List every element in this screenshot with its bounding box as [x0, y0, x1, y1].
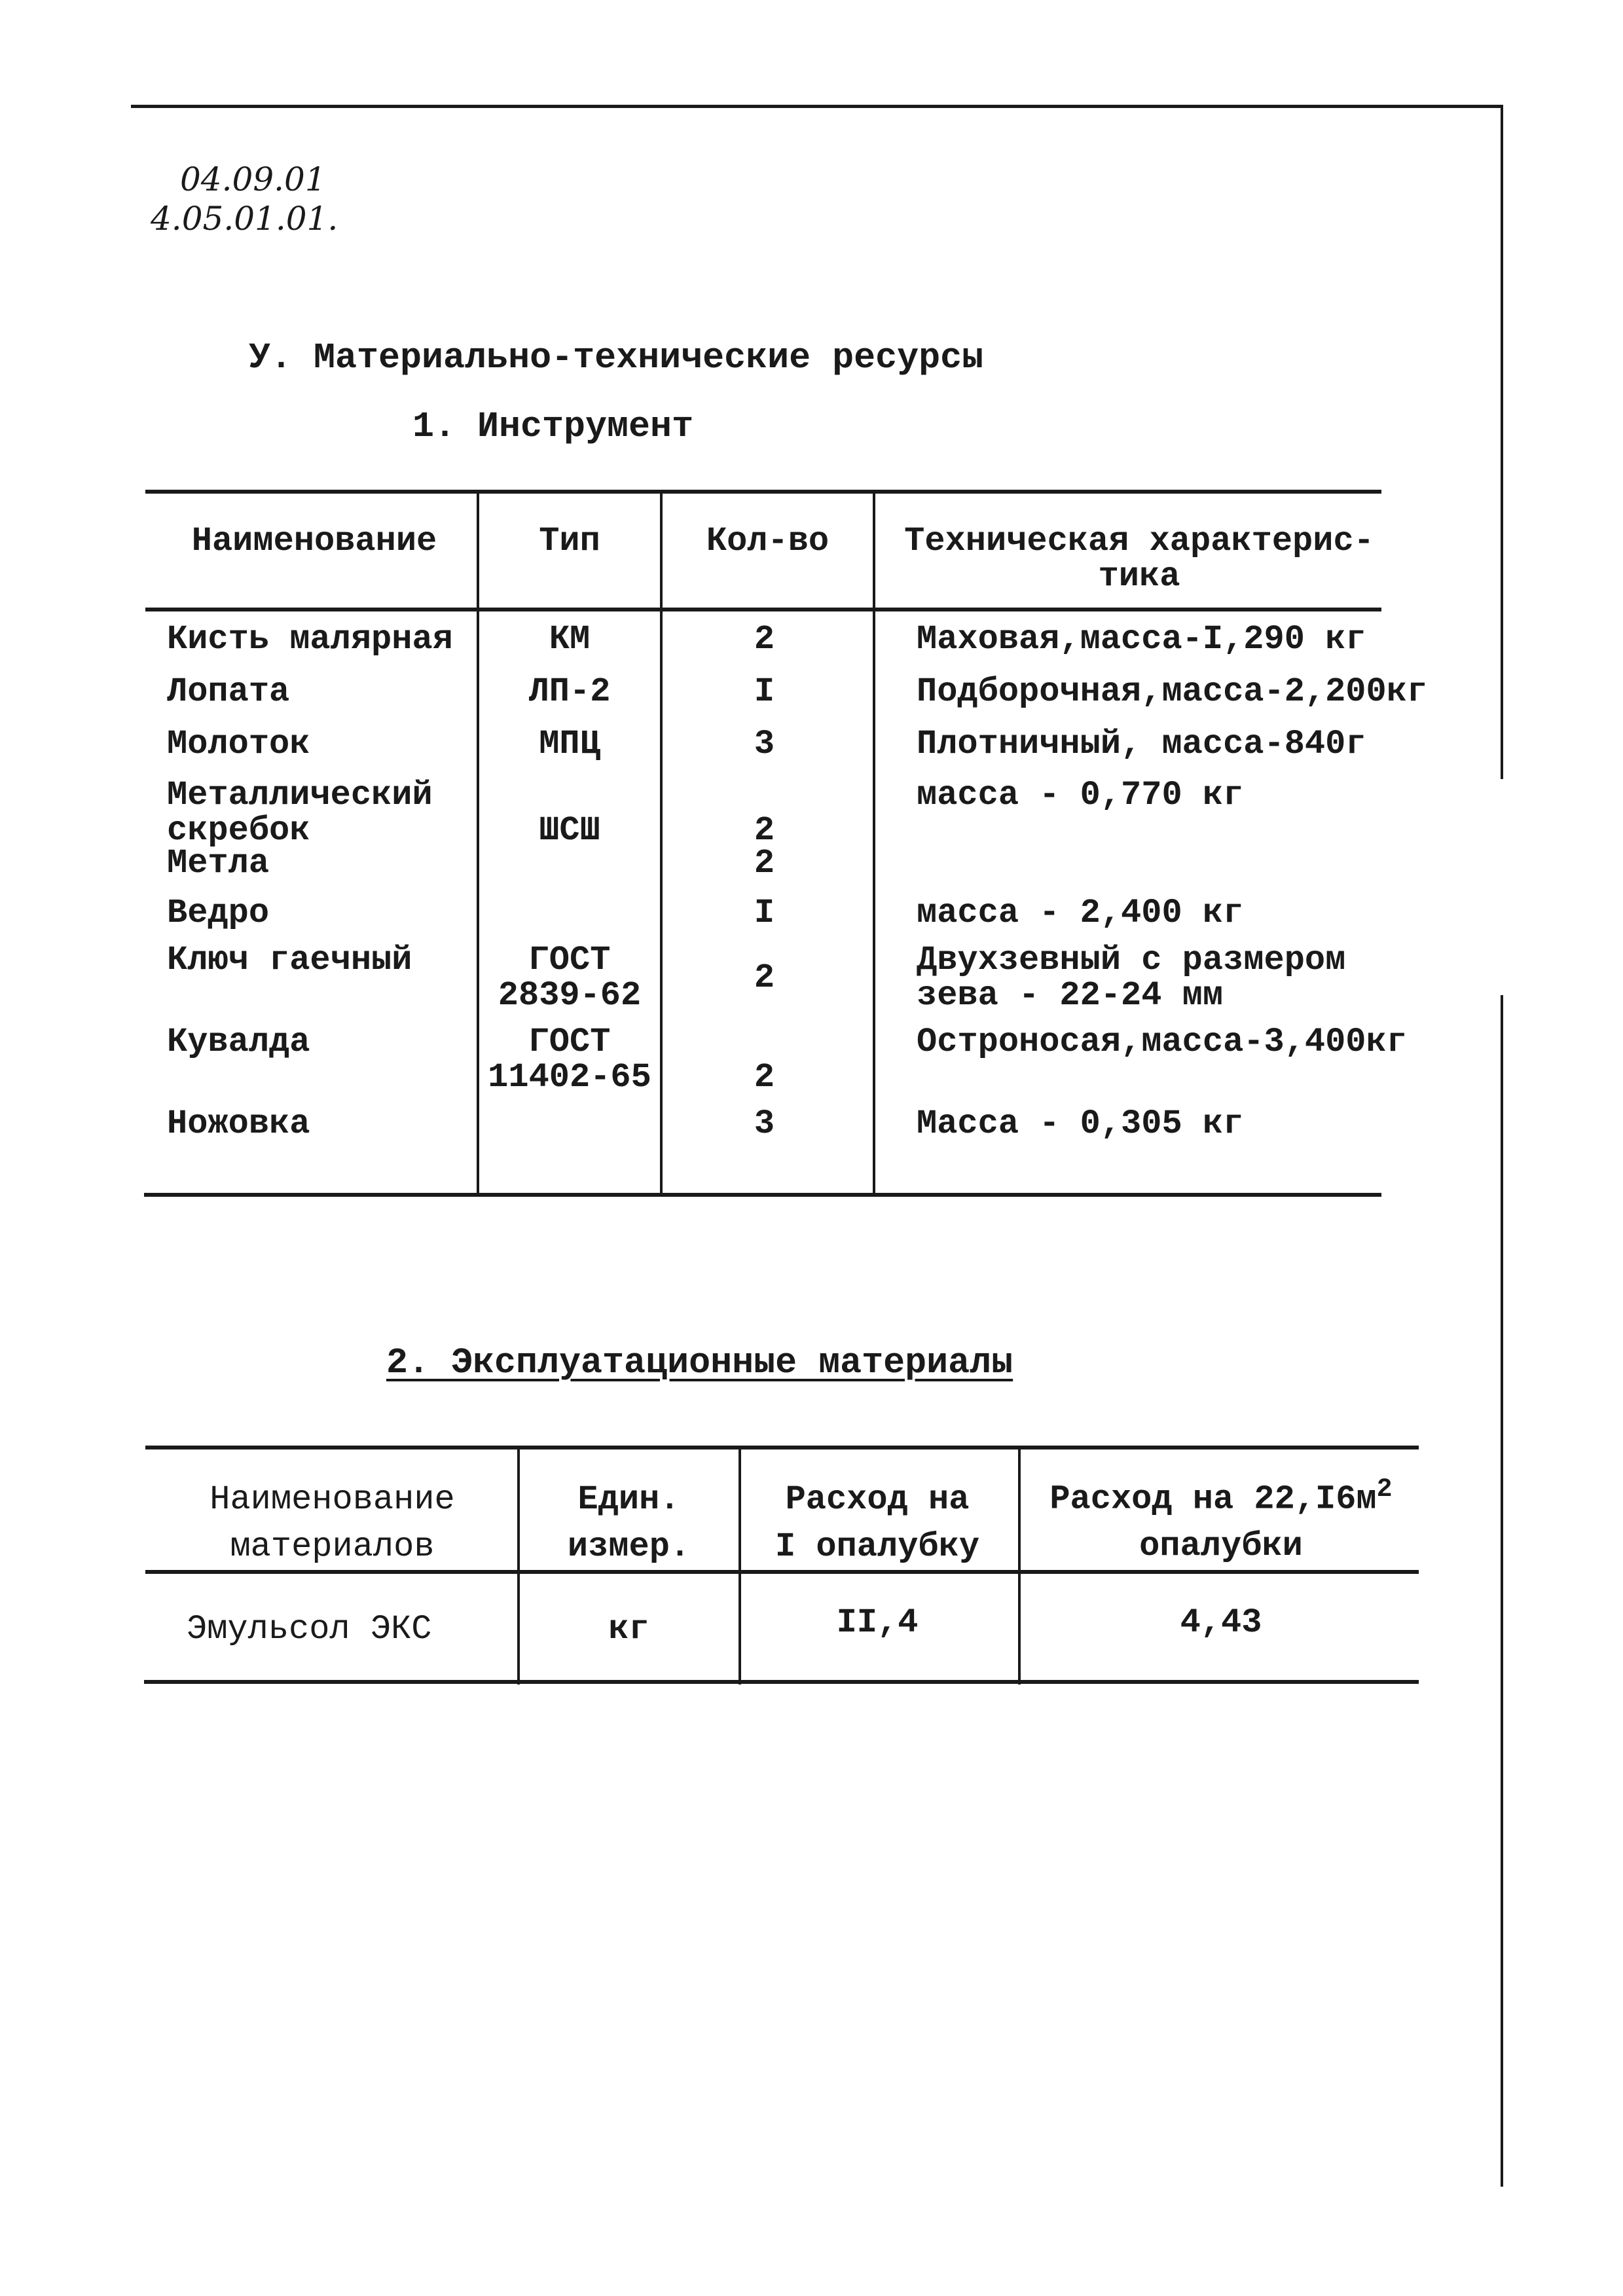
table-cell-qty: 2 [754, 620, 775, 659]
column-divider [1018, 1446, 1021, 1685]
header-material-name: Наименование материалов [210, 1480, 455, 1566]
header-name: Наименование [191, 522, 437, 560]
doc-code-2: 4.05.01.01. [151, 200, 338, 238]
section-title: У. Материально-технические ресурсы [249, 337, 984, 378]
table-cell-name: Ведро [167, 894, 270, 932]
top-border-line [131, 105, 1503, 108]
table-cell-name: Ключ гаечный [167, 941, 412, 979]
column-divider [477, 490, 479, 1197]
table-cell-spec: масса - 0,770 кг [917, 776, 1244, 814]
table-rule [144, 1193, 1381, 1197]
column-divider [517, 1446, 520, 1685]
table-cell-per-one: II,4 [836, 1603, 919, 1642]
table-cell-type: ГОСТ 2839-62 [498, 941, 642, 1015]
tools-title: 1. Инструмент [412, 406, 694, 447]
table-cell-type: ШСШ [539, 811, 600, 850]
column-divider [660, 490, 663, 1197]
table-cell-qty: 3 [754, 1104, 775, 1143]
header-spec: Техническая характерис- тика [904, 522, 1374, 596]
table-cell-spec: Масса - 0,305 кг [917, 1104, 1244, 1143]
table-cell-qty: 2 [754, 844, 775, 883]
table-rule [145, 490, 1381, 494]
column-divider [739, 1446, 741, 1685]
table-cell-name: Молоток [167, 725, 310, 763]
right-border-line [1501, 105, 1503, 779]
table-cell-name: Лопата [167, 672, 290, 711]
table-cell-spec: Остроносая,масса-3,400кг [917, 1023, 1407, 1061]
table-cell-qty: I [754, 894, 775, 932]
right-border-line-lower [1501, 995, 1503, 2187]
table-cell-spec: Маховая,масса-I,290 кг [917, 620, 1366, 659]
header-type: Тип [539, 522, 600, 560]
table-cell-per-area: 4,43 [1180, 1603, 1262, 1642]
table-cell-spec: Подборочная,масса-2,200кг [917, 672, 1428, 711]
column-divider [873, 490, 875, 1197]
table-cell-type: КМ [549, 620, 591, 659]
table-cell-qty: 2 [754, 958, 775, 997]
table-cell-qty: 2 [754, 1058, 775, 1097]
header-qty: Кол-во [706, 522, 830, 560]
table-rule [144, 1680, 1419, 1684]
table-rule [145, 608, 1381, 611]
header-per-area [1025, 1467, 1417, 1570]
table-cell-spec: Плотничный, масса-840г [917, 725, 1366, 763]
header-per-one: Расход на I опалубку [775, 1480, 980, 1566]
table-cell-unit: кг [608, 1610, 649, 1649]
table-cell-material: Эмульсол ЭКС [187, 1610, 432, 1649]
table-cell-type: МПЦ [539, 725, 600, 763]
header-per-area-text: Расход на 22,I6м [1049, 1480, 1377, 1519]
header-unit: Един. измер. [567, 1480, 691, 1566]
doc-code-1: 04.09.01 [180, 160, 326, 198]
header-per-area-line2: опалубки [1139, 1527, 1303, 1566]
table-cell-name: Кисть малярная [167, 620, 453, 659]
table-cell-name: Метла [167, 844, 270, 883]
materials-title: 2. Эксплуатационные материалы [386, 1342, 1013, 1383]
table-cell-type: ЛП-2 [528, 672, 611, 711]
table-rule [145, 1446, 1419, 1449]
table-cell-qty: 3 [754, 725, 775, 763]
table-cell-name: Кувалда [167, 1023, 310, 1061]
table-cell-spec: Двухзевный с размером зева - 22-24 мм [917, 941, 1346, 1015]
table-cell-spec: масса - 2,400 кг [917, 894, 1244, 932]
table-cell-qty: 2 [754, 811, 775, 850]
table-cell-name: Ножовка [167, 1104, 310, 1143]
header-per-area-sup: 2 [1376, 1475, 1393, 1504]
table-cell-type: ГОСТ 11402-65 [488, 1023, 651, 1097]
table-cell-name: Металлический скребок [167, 776, 433, 850]
table-cell-qty: I [754, 672, 775, 711]
